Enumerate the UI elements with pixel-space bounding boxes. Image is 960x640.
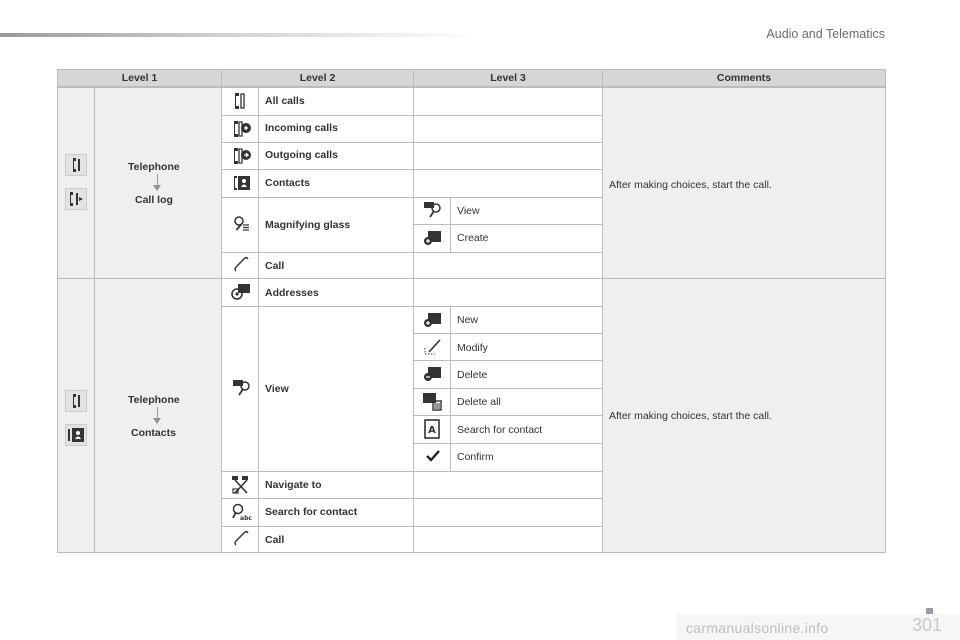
row-addresses-level3-cell <box>413 278 603 307</box>
label-call-b2: Call <box>265 534 285 546</box>
label-delete-all: Delete all <box>457 396 501 408</box>
new-icon <box>423 311 443 329</box>
row-incoming-calls-level3-cell <box>413 115 603 143</box>
search-contact-abc-icon <box>231 502 253 522</box>
outgoing-call-icon <box>232 146 252 166</box>
block2-level1-title: Telephone <box>128 394 180 406</box>
block2-level1-icons-cell <box>57 278 95 553</box>
contacts-book-icon-b2 <box>65 424 87 446</box>
label-contacts: Contacts <box>265 177 310 189</box>
block1-level1-text-cell <box>94 87 222 279</box>
all-calls-icon <box>233 92 247 110</box>
label-view-b2: View <box>265 383 289 395</box>
confirm-icon <box>426 450 440 462</box>
label-addresses: Addresses <box>265 287 319 299</box>
block2-level1-text-cell <box>94 278 222 553</box>
call-log-icon <box>65 188 87 210</box>
row-search-b2-level3-cell <box>413 498 603 527</box>
label-view-l3: View <box>457 205 480 217</box>
label-navigate-to: Navigate to <box>265 479 322 491</box>
label-incoming-calls: Incoming calls <box>265 122 338 134</box>
row-contacts-level3-cell <box>413 169 603 198</box>
label-search-contact-l3: Search for contact <box>457 424 543 436</box>
label-all-calls: All calls <box>265 95 305 107</box>
label-delete: Delete <box>457 369 488 381</box>
row-call-b2-level3-cell <box>413 526 603 553</box>
row-outgoing-calls-level3-cell <box>413 142 603 170</box>
block1-level1-icons-cell <box>57 87 95 279</box>
label-new: New <box>457 314 479 326</box>
col-header-level3: Level 3 <box>413 69 603 87</box>
block1-comment: After making choices, start the call. <box>609 179 772 191</box>
page-number: 301 <box>911 615 942 635</box>
label-create-l3: Create <box>457 232 489 244</box>
navigate-to-icon <box>231 475 251 495</box>
block2-level1-subtitle: Contacts <box>131 427 176 439</box>
label-call-b1: Call <box>265 260 285 272</box>
call-icon-b2 <box>233 530 251 548</box>
view-icon-b2 <box>232 378 252 398</box>
search-contact-icon <box>424 419 440 439</box>
col-header-comments: Comments <box>602 69 886 87</box>
magnifying-glass-icon <box>233 215 251 233</box>
section-title: Audio and Telematics <box>766 27 885 41</box>
contacts-book-icon <box>232 173 252 193</box>
modify-icon <box>423 337 443 357</box>
block1-level1-subtitle: Call log <box>135 194 173 206</box>
label-confirm: Confirm <box>457 451 494 463</box>
call-icon <box>233 256 251 274</box>
svg-text:abc: abc <box>240 515 252 522</box>
top-decorative-bar <box>0 33 480 37</box>
label-magnifying-glass: Magnifying glass <box>265 219 351 231</box>
label-search-for-contact: Search for contact <box>265 506 358 518</box>
delete-icon <box>423 365 443 383</box>
block2-comment: After making choices, start the call. <box>609 410 772 422</box>
incoming-call-icon <box>232 119 252 139</box>
block2-arrow-head <box>153 418 161 424</box>
delete-all-icon <box>422 392 444 412</box>
col-header-level1: Level 1 <box>57 69 222 87</box>
block1-level1-title: Telephone <box>128 161 180 173</box>
phone-icon <box>65 154 87 176</box>
view-icon <box>423 200 443 220</box>
row-navigate-level3-cell <box>413 471 603 499</box>
label-modify: Modify <box>457 342 488 354</box>
block1-arrow-head <box>153 185 161 191</box>
row-call-b1-level3-cell <box>413 252 603 279</box>
col-header-level2: Level 2 <box>221 69 414 87</box>
watermark-text: carmanualsonline.info <box>686 620 829 636</box>
row-all-calls-level3-cell <box>413 87 603 116</box>
phone-icon-b2 <box>65 390 87 412</box>
label-outgoing-calls: Outgoing calls <box>265 149 338 161</box>
addresses-icon <box>230 283 252 301</box>
svg-text:A: A <box>428 425 436 436</box>
create-icon <box>423 229 443 247</box>
